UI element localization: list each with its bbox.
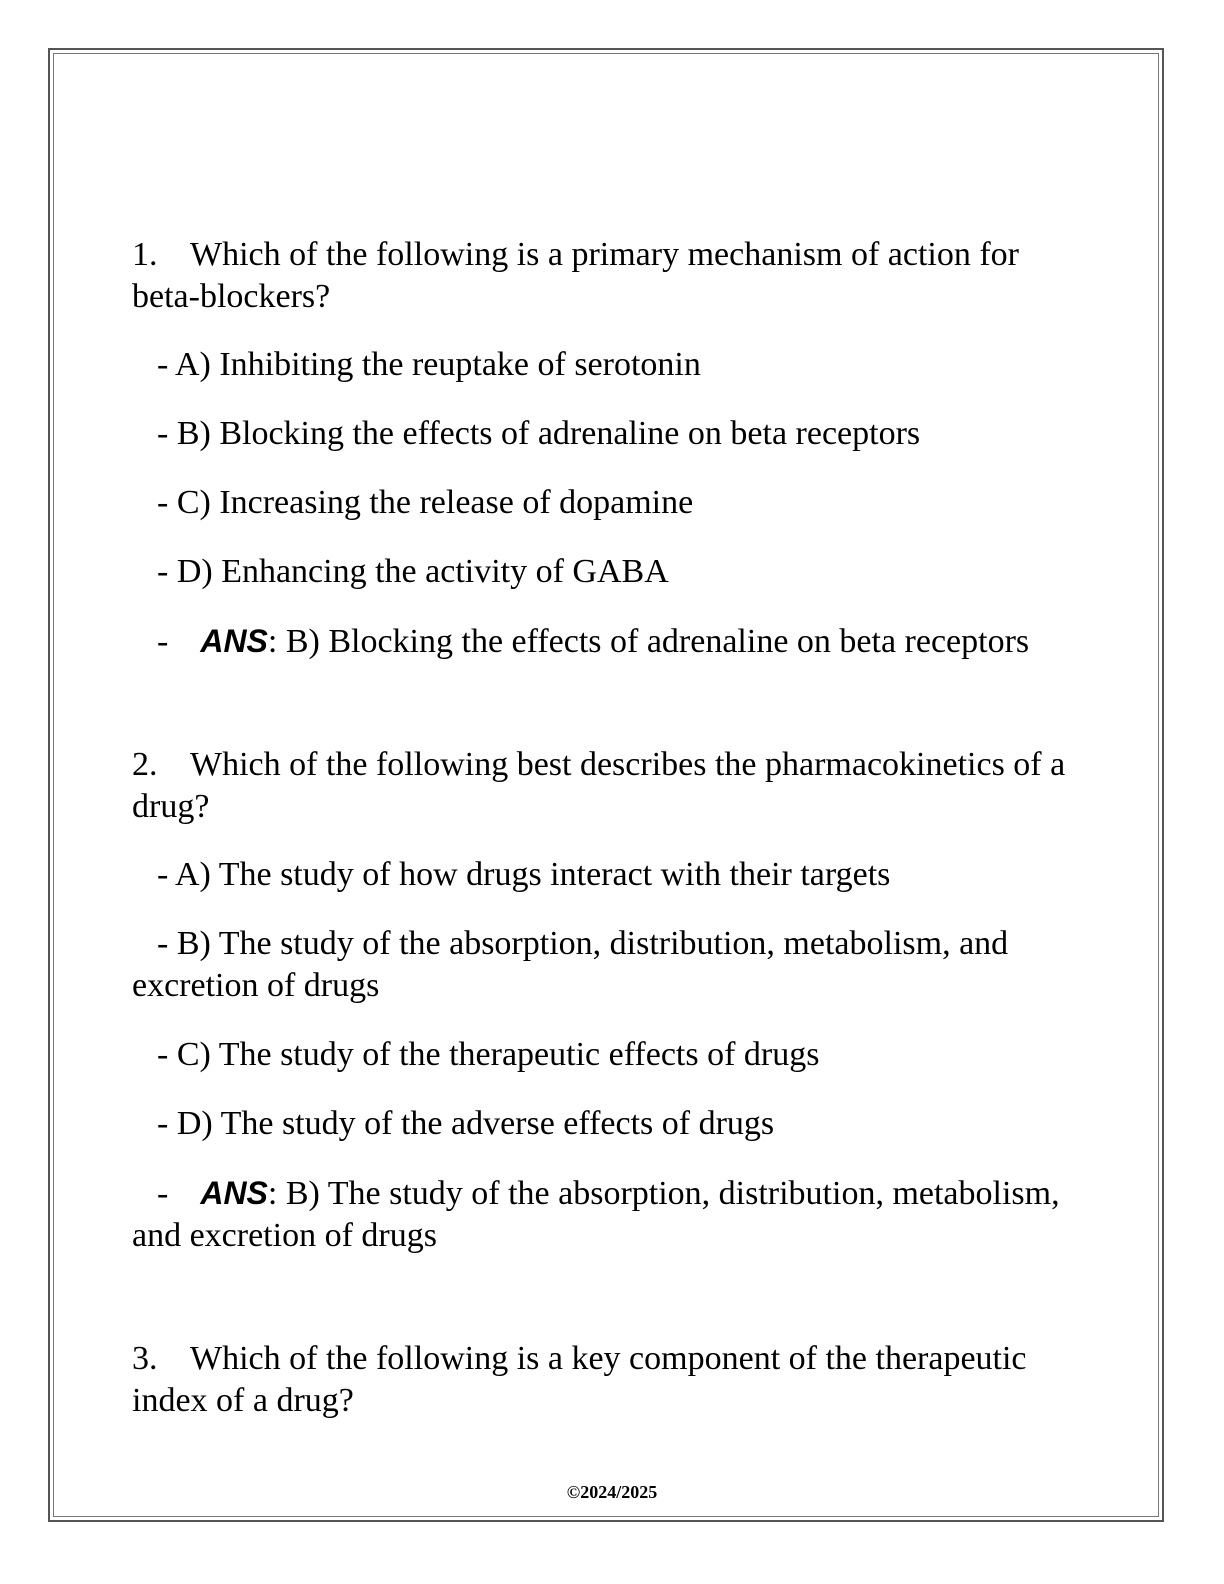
option-b — [132, 923, 1092, 1007]
option-a: - A) The study of how drugs interact with their targets — [157, 856, 891, 893]
answer-text: : B) Blocking the effects of adrenaline on beta receptors — [267, 623, 1030, 660]
question-text: Which of the following is a key component of the therapeutic index of a drug? — [132, 1340, 1027, 1419]
question-3 — [132, 1338, 1092, 1422]
answer-text: : B) The study of the absorption, distribution, metabolism, and excretion of drugs — [132, 1175, 1060, 1254]
answer-label: ANS — [200, 623, 268, 659]
option-b-text: - B) The study of the absorption, distribution, metabolism, and excretion of drugs — [132, 925, 1009, 1004]
question-text: Which of the following is a primary mechanism of action for beta-blockers? — [132, 236, 1019, 315]
answer-line — [132, 1172, 1092, 1257]
question-number: 3. — [132, 1340, 158, 1377]
option-c: - C) Increasing the release of dopamine — [157, 484, 694, 521]
option-d: - D) The study of the adverse effects of drugs — [157, 1105, 775, 1142]
document-content — [132, 234, 1092, 1448]
question-2 — [132, 744, 1092, 828]
option-b: - B) Blocking the effects of adrenaline on beta receptors — [157, 415, 921, 452]
question-1 — [132, 234, 1092, 318]
answer-prefix: - — [157, 623, 169, 660]
question-number: 2. — [132, 746, 158, 783]
copyright-footer: ©2024/2025 — [566, 1482, 658, 1502]
option-d: - D) Enhancing the activity of GABA — [157, 553, 669, 590]
option-a: - A) Inhibiting the reuptake of serotonin — [157, 346, 701, 383]
option-c: - C) The study of the therapeutic effects of drugs — [157, 1036, 820, 1073]
answer-label: ANS — [200, 1175, 268, 1211]
answer-prefix: - — [157, 1175, 169, 1212]
question-number: 1. — [132, 236, 158, 273]
answer-line — [132, 620, 1092, 663]
question-text: Which of the following best describes the pharmacokinetics of a drug? — [132, 746, 1066, 825]
